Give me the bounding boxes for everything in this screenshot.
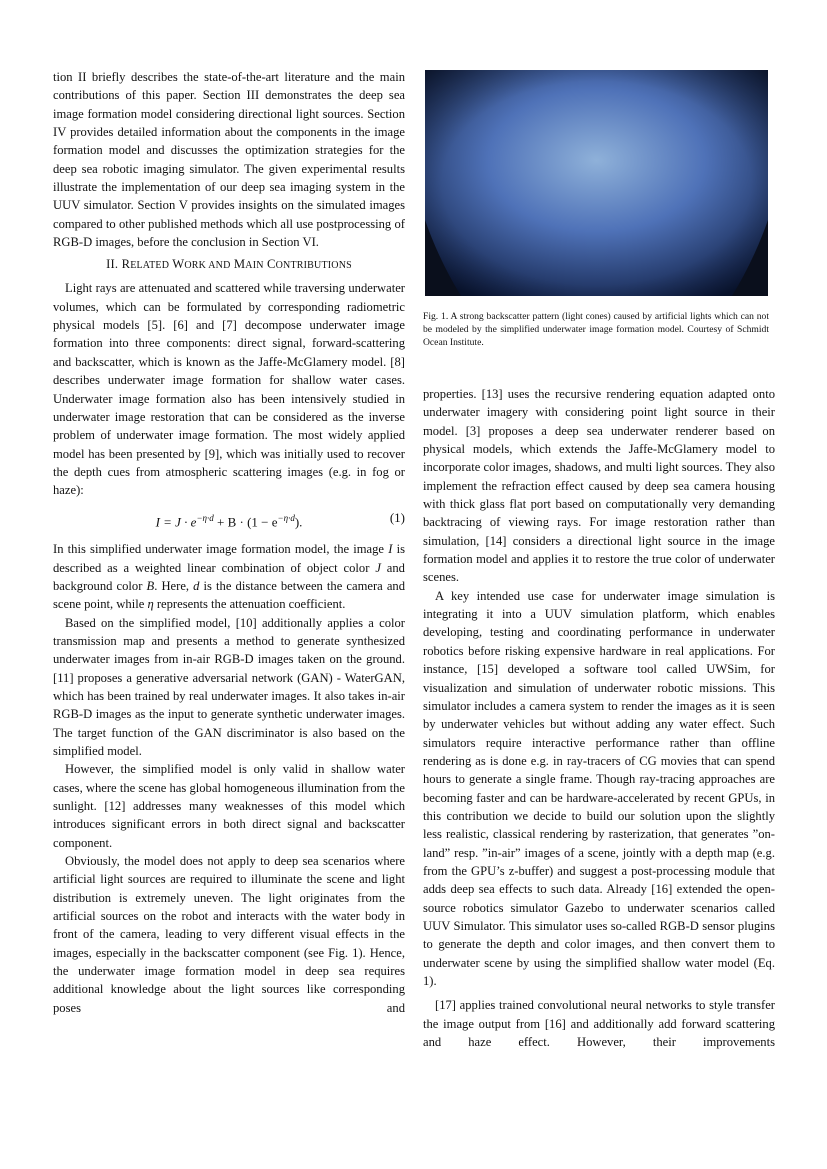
paragraph-properties: properties. [13] uses the recursive rendering equation adapted onto underwater imagery with considering point light source in their model. [3] proposes a deep sea underwater renderer based on physical models, which extends the Jaffe-McGlamery model to incorporate color images, shadows, and multi light sources. They also implement the refraction effect caused by deep sea camera housing with thick glass flat port based on computationally very demanding backtracing of viewing rays. For image restoration rather than simulation, [14] considers a directional light source in the image formation model and applies it to restore the true color of underwater scenes. [423, 387, 775, 585]
paragraph-light-rays: Light rays are attenuated and scattered while traversing underwater volumes, which can be formulated by corresponding radiometric physical models [5]. [6] and [7] decompose underwater image formation into three components: direct signal, forward-scattering and backscatter, which is known as the Jaffe-McGlamery model. [8] describes underwater image formation for shallow water cases. Underwater image formation also has been intensively studied in underwater image restoration that can be considered as the inverse problem of underwater image formation. The most widely applied model has been presented by [9], which was initially used to recover the depth cues from atmospheric scattering images (e.g. in fog or haze): [53, 281, 405, 498]
equation-1 [53, 509, 405, 532]
figure-1-image [425, 70, 768, 296]
heading-word-related: RELATED [121, 257, 170, 272]
right-column [423, 385, 775, 1051]
paragraph-based-on: Based on the simplified model, [10] additionally applies a color transmission map and presents a method to generate synthesized underwater images from in-air RGB-D images taken on the ground. [11] proposes a generative adversarial network (GAN) - WaterGAN, which has been trained by real underwater images. It also takes in-air RGB-D images as the input to generate synthetic underwater images. The target function of the GAN discriminator is also based on the simplified model. [53, 615, 405, 759]
equation-number: (1) [389, 509, 405, 525]
section-heading [53, 255, 405, 275]
paragraph-however: However, the simplified model is only valid in shallow water cases, where the scene has global homogeneous illumination from the sunlight. [12] addresses many weaknesses of this model which introduces significant errors in both direct signal and backscatter component. [53, 762, 405, 850]
intro-paragraph: tion II briefly describes the state-of-the-art literature and the main contributions of this paper. Section III demonstrates the deep sea image formation model considering directional light sources. Section IV provides detailed information about the components in the image formation model and discusses the optimization strategies for the deep sea robotic imaging simulator. The given experimental results illustrate the implementation of our deep sea imaging system in the UUV simulator. Section V provides insights on the simulated images compared to other published methods which all use postprocessing of RGB-D images, before the conclusion in Section VI. [53, 70, 405, 250]
paragraph-obviously: Obviously, the model does not apply to deep sea scenarios where artificial light sources are required to illuminate the scene and light distribution is extremely uneven. The light originates from the artificial sources on the robot and interacts with the water body in front of the camera, leading to very different visual effects in the images, especially in the backscatter component (see Fig. 1). Hence, the underwater image formation model in deep sea requires additional knowledge about the light sources like corresponding poses and [53, 854, 405, 1015]
paragraph-simplified-model: In this simplified underwater image formation model, the image I is described as a weighted linear combination of object color J and background color B. Here, d is the distance between the camera and scene point, while η represents the attenuation coefficient. [53, 542, 406, 612]
left-column [53, 68, 405, 1017]
section-number: II. [106, 257, 119, 272]
vignette [425, 70, 768, 296]
figure-caption: Fig. 1. A strong backscatter pattern (light cones) caused by artificial lights which can not be modeled by the simplified underwater image formation model. Courtesy of Schmidt Ocean Institute. [423, 311, 769, 348]
heading-word-contributions: CONTRIBUTIONS [267, 257, 352, 272]
paragraph-style-transfer: [17] applies trained convolutional neural networks to style transfer the image output from [16] and additionally add forward scattering and haze effect. However, their improvements [423, 998, 775, 1050]
heading-word-work: WORK AND [172, 257, 231, 272]
equation-body: $I = J \cdot e^{-\eta\cdot d} + B \cdot (1 - e^{-\eta\cdot d})$. [155, 512, 303, 529]
paragraph-use-case: A key intended use case for underwater image simulation is integrating it into a UUV simulation platform, which enables developing, testing and coordinating performance in underwater robotics before risking expensive hardware in real applications. For instance, [15] developed a software tool called UWSim, for visualization and simulation of underwater robotic missions. This simulator includes a camera system to render the images as it is seen by underwater vehicles but without adding any water effect. Such simulators require interactive performance rather than offline rendering as is done e.g. in ray-tracers of CG movies that can spend hours to generate a single frame. Though ray-tracing approaches are becoming faster and can be hardware-accelerated by recent GPUs, in this contribution we decide to build our solution upon the slightly less realistic, classical rendering by rasterization, that generates ”on-land” resp. ”in-air” images of a scene, jointly with a depth map (e.g. from the GPU’s z-buffer) and suggest a post-processing module that adds deep sea effects to such data. Already [16] extended the open-source robotics simulator Gazebo to underwater scenarios called UUV Simulator. This simulator uses so-called RGB-D sensor plugins to generate the depth and color images, and then convert them to underwater scene by using the simplified shallow water model (Eq. 1). [423, 588, 775, 988]
backscatter-photo [425, 70, 768, 296]
heading-word-main: MAIN [233, 257, 264, 272]
